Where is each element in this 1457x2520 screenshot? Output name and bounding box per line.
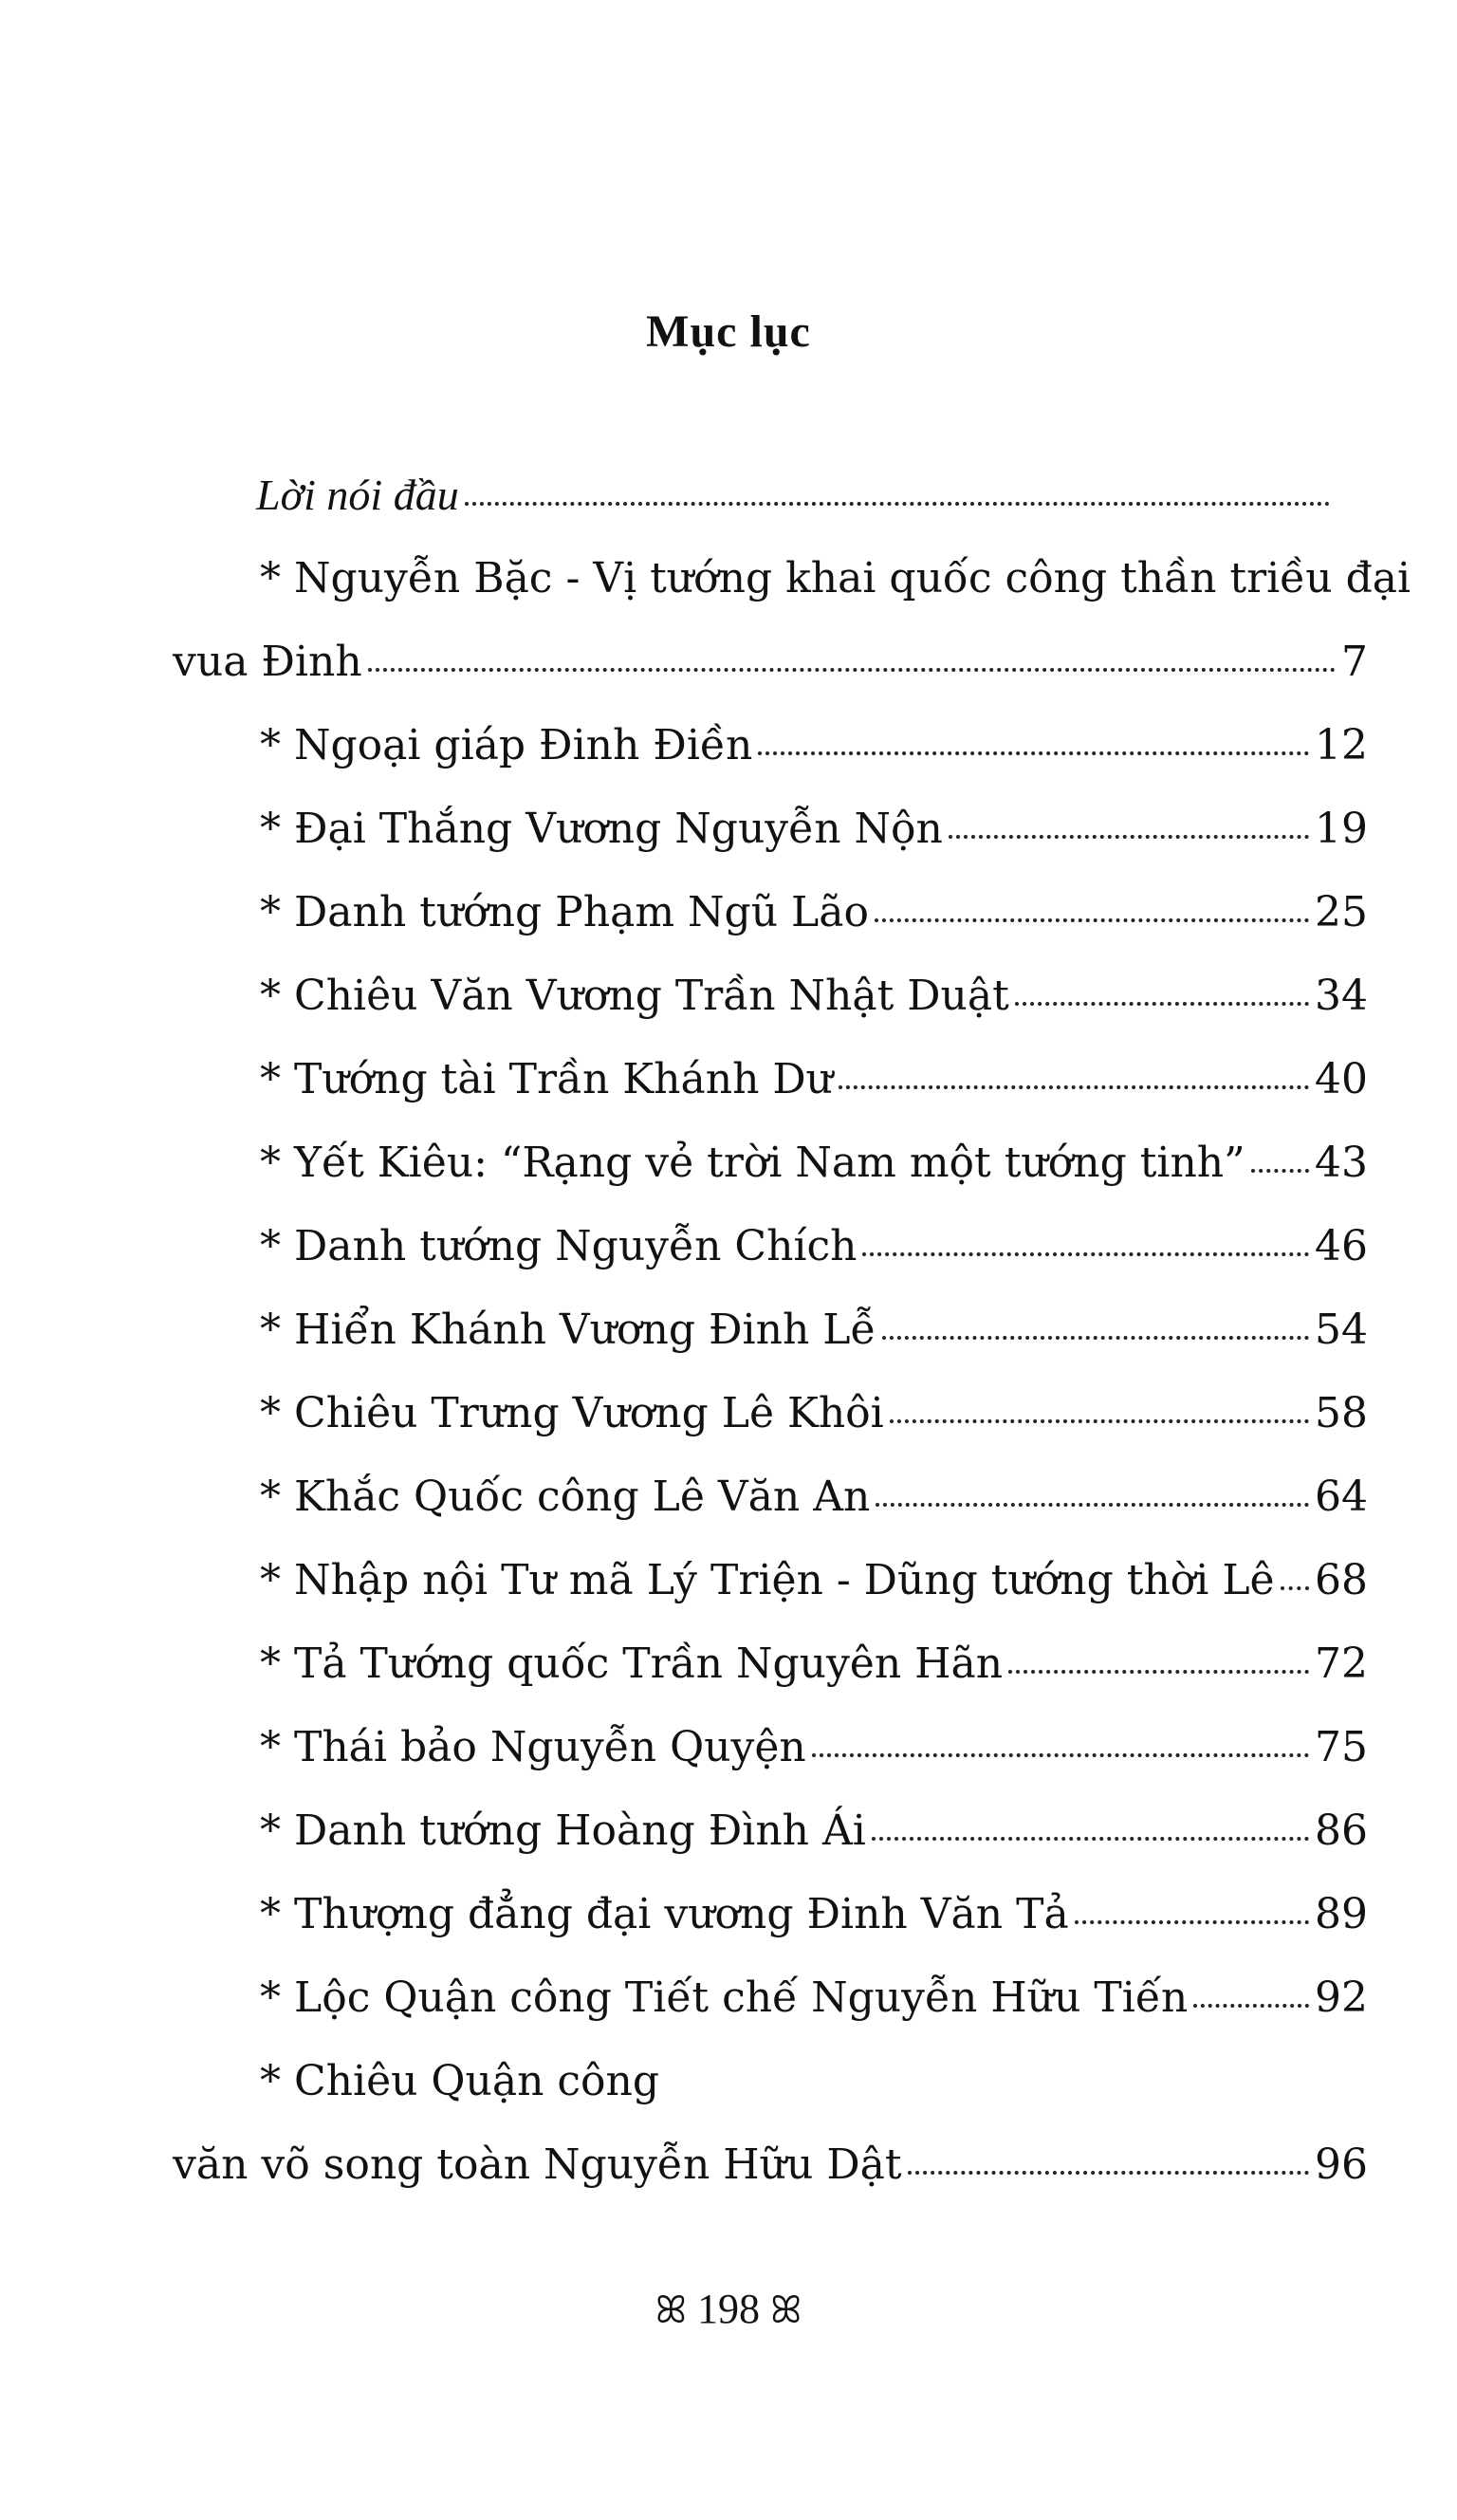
toc-page-number: 43 — [1315, 1139, 1368, 1187]
toc-entry — [173, 1539, 1368, 1622]
toc-entry-label: * Ngoại giáp Đinh Điền — [260, 721, 753, 769]
toc-entry-label: * Nguyễn Bặc - Vị tướng khai quốc công thần triều đại — [260, 554, 1411, 602]
toc-page-number: 89 — [1315, 1890, 1368, 1938]
toc-entry — [173, 871, 1368, 954]
toc-entry-label: * Yết Kiêu: “Rạng vẻ trời Nam một tướng tinh” — [260, 1139, 1245, 1187]
toc-entry-label: * Hiển Khánh Vương Đinh Lễ — [260, 1306, 876, 1354]
toc-leader — [949, 827, 1309, 839]
toc-page-number: 72 — [1315, 1640, 1368, 1688]
toc-leader — [1281, 1579, 1309, 1590]
toc-entry-label: * Danh tướng Nguyễn Chích — [260, 1222, 858, 1270]
toc-entry — [173, 2040, 1368, 2123]
toc-leader — [908, 2163, 1309, 2175]
toc-page-number: 96 — [1315, 2140, 1368, 2189]
toc-entry — [173, 2123, 1368, 2207]
page-title: Mục lục — [646, 306, 811, 357]
toc-leader — [872, 1829, 1309, 1841]
toc-entry-label: * Chiêu Trưng Vương Lê Khôi — [260, 1389, 884, 1437]
toc-entry — [173, 1455, 1368, 1539]
toc-leader — [882, 1328, 1309, 1340]
toc-leader — [1251, 1161, 1309, 1173]
toc-entry — [173, 788, 1368, 871]
toc-page-number: 64 — [1315, 1473, 1368, 1521]
toc-entry-label: * Chiêu Quận công — [260, 2057, 660, 2105]
toc-page-number: 86 — [1315, 1807, 1368, 1855]
toc-entry-label: * Danh tướng Phạm Ngũ Lão — [260, 888, 869, 936]
toc-entry-label: * Khắc Quốc công Lê Văn An — [260, 1473, 871, 1521]
toc-entry — [173, 1288, 1368, 1372]
page-number: 198 — [697, 2286, 760, 2332]
toc-page-number: 19 — [1315, 805, 1368, 853]
toc-entry — [173, 704, 1368, 788]
toc-page-number: 58 — [1315, 1389, 1368, 1437]
toc-entry-label: * Tướng tài Trần Khánh Dư — [260, 1055, 834, 1103]
toc-entry-label: * Nhập nội Tư mã Lý Triện - Dũng tướng thời Lê — [260, 1556, 1275, 1604]
toc-leader — [812, 1746, 1309, 1757]
toc-page-number: 68 — [1315, 1556, 1368, 1604]
toc-page-number: 46 — [1315, 1222, 1368, 1270]
toc-entry — [173, 1038, 1368, 1121]
toc-entry — [173, 1622, 1368, 1706]
toc-entry-label: Lời nói đầu — [256, 471, 459, 519]
left-ornament-icon: ꕤ — [655, 2288, 687, 2331]
toc-page-number: 75 — [1315, 1723, 1368, 1771]
toc-leader — [1193, 1996, 1309, 2008]
toc-leader — [862, 1245, 1309, 1256]
toc-leader — [758, 744, 1309, 755]
toc-page-number: 34 — [1315, 972, 1368, 1020]
toc-page-number: 7 — [1341, 638, 1368, 686]
toc-entry — [173, 1205, 1368, 1288]
toc-entry-label: * Thượng đẳng đại vương Đinh Văn Tả — [260, 1890, 1069, 1938]
toc-leader — [876, 1495, 1309, 1507]
toc-entry — [173, 1789, 1368, 1873]
toc-entry-label: * Thái bảo Nguyễn Quyện — [260, 1723, 806, 1771]
toc-entry — [173, 1121, 1368, 1205]
toc-page-number: 54 — [1315, 1306, 1368, 1354]
toc-entry — [173, 1956, 1368, 2040]
toc-leader — [368, 660, 1336, 672]
toc-leader — [839, 1078, 1309, 1089]
toc-entry — [173, 954, 1368, 1038]
toc-entry — [173, 621, 1368, 704]
toc-leader — [1075, 1913, 1309, 1924]
toc-entry-label: * Lộc Quận công Tiết chế Nguyễn Hữu Tiến — [260, 1973, 1189, 2022]
toc-entry-label: vua Đinh — [173, 638, 362, 686]
toc-entry-label: văn võ song toàn Nguyễn Hữu Dật — [173, 2140, 902, 2189]
toc-entry-label: * Danh tướng Hoàng Đình Ái — [260, 1807, 866, 1855]
toc-entry-label: * Chiêu Văn Vương Trần Nhật Duật — [260, 972, 1009, 1020]
toc-page-number: 25 — [1315, 888, 1368, 936]
toc-entry — [173, 537, 1411, 621]
page-footer — [0, 2285, 1457, 2333]
toc-leader — [1015, 994, 1309, 1006]
toc-entry-label: * Đại Thắng Vương Nguyễn Nộn — [260, 805, 943, 853]
toc-page-number: 40 — [1315, 1055, 1368, 1103]
right-ornament-icon: ꕤ — [770, 2288, 802, 2331]
toc-entry — [173, 454, 1368, 537]
toc-entry — [173, 1706, 1368, 1789]
toc-leader — [465, 494, 1330, 506]
toc-entry-label: * Tả Tướng quốc Trần Nguyên Hãn — [260, 1640, 1004, 1688]
toc-entry — [173, 1873, 1368, 1956]
toc-entry — [173, 1372, 1368, 1455]
toc-leader — [875, 911, 1309, 922]
toc-page-number: 92 — [1315, 1973, 1368, 2022]
toc-leader — [890, 1412, 1309, 1423]
toc-leader — [1008, 1662, 1309, 1674]
toc-page-number: 12 — [1315, 721, 1368, 769]
table-of-contents — [173, 454, 1411, 2207]
